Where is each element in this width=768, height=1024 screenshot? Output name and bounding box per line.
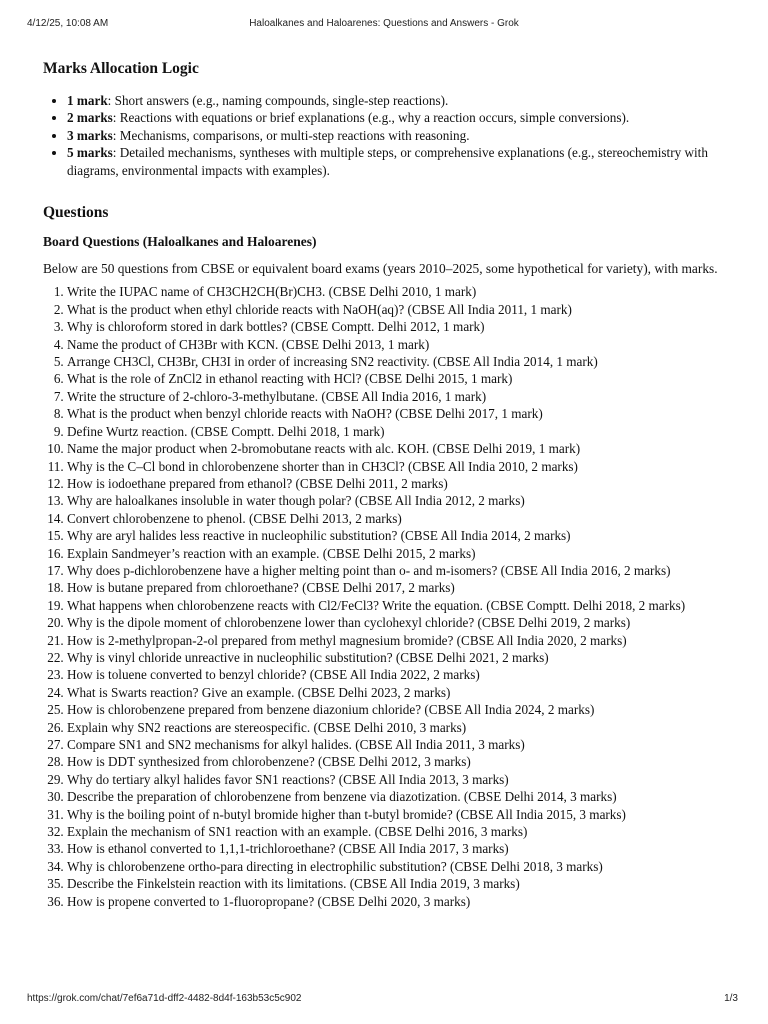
marks-item <box>67 127 733 144</box>
question-item: 8. What is the product when benzyl chloride reacts with NaOH? (CBSE Delhi 2017, 1 mark) <box>67 405 733 422</box>
question-item: 17. Why does p-dichlorobenzene have a higher melting point than o- and m-isomers? (CBSE All India 2016, 2 marks) <box>67 562 733 579</box>
marks-item-mark: 1 mark <box>67 93 108 108</box>
question-item: 26. Explain why SN2 reactions are stereospecific. (CBSE Delhi 2010, 3 marks) <box>67 719 733 736</box>
board-questions-subheading: Board Questions (Haloalkanes and Haloarenes) <box>43 234 317 250</box>
question-item: 30. Describe the preparation of chlorobenzene from benzene via diazotization. (CBSE Delhi 2014, 3 marks) <box>67 788 733 805</box>
question-item: 22. Why is vinyl chloride unreactive in nucleophilic substitution? (CBSE Delhi 2021, 2 marks) <box>67 649 733 666</box>
question-item: 34. Why is chlorobenzene ortho-para directing in electrophilic substitution? (CBSE Delhi 2018, 3 marks) <box>67 858 733 875</box>
question-item: 6. What is the role of ZnCl2 in ethanol reacting with HCl? (CBSE Delhi 2015, 1 mark) <box>67 370 733 387</box>
marks-item <box>67 109 733 126</box>
question-item: 7. Write the structure of 2-chloro-3-methylbutane. (CBSE All India 2016, 1 mark) <box>67 388 733 405</box>
question-item: 28. How is DDT synthesized from chlorobenzene? (CBSE Delhi 2012, 3 marks) <box>67 753 733 770</box>
question-item: 15. Why are aryl halides less reactive in nucleophilic substitution? (CBSE All India 2014, 2 marks) <box>67 527 733 544</box>
marks-item <box>67 92 733 109</box>
question-item: 3. Why is chloroform stored in dark bottles? (CBSE Comptt. Delhi 2012, 1 mark) <box>67 318 733 335</box>
marks-item-mark: 2 marks <box>67 110 113 126</box>
marks-item-text: : Mechanisms, comparisons, or multi-step reactions with reasoning. <box>112 127 470 143</box>
question-item: 4. Name the product of CH3Br with KCN. (CBSE Delhi 2013, 1 mark) <box>67 336 733 353</box>
marks-item-text: : Detailed mechanisms, syntheses with multiple steps, or comprehensive explanations (e.g., stereochemistry with diagrams, environmental impacts with examples). <box>67 145 708 178</box>
question-item: 24. What is Swarts reaction? Give an example. (CBSE Delhi 2023, 2 marks) <box>67 684 733 701</box>
question-item: 19. What happens when chlorobenzene reacts with Cl2/FeCl3? Write the equation. (CBSE Comptt. Delhi 2018, 2 marks) <box>67 597 733 614</box>
question-item: 35. Describe the Finkelstein reaction with its limitations. (CBSE All India 2019, 3 marks) <box>67 875 733 892</box>
question-item: 2. What is the product when ethyl chloride reacts with NaOH(aq)? (CBSE All India 2011, 1 mark) <box>67 301 733 318</box>
question-item: 12. How is iodoethane prepared from ethanol? (CBSE Delhi 2011, 2 marks) <box>67 475 733 492</box>
question-item: 21. How is 2-methylpropan-2-ol prepared from methyl magnesium bromide? (CBSE All India 2020, 2 marks) <box>67 632 733 649</box>
question-item: 9. Define Wurtz reaction. (CBSE Comptt. Delhi 2018, 1 mark) <box>67 423 733 440</box>
question-item: 20. Why is the dipole moment of chlorobenzene lower than cyclohexyl chloride? (CBSE Delhi 2019, 2 marks) <box>67 614 733 631</box>
question-item: 31. Why is the boiling point of n-butyl bromide higher than t-butyl bromide? (CBSE All India 2015, 3 marks) <box>67 806 733 823</box>
question-item: 33. How is ethanol converted to 1,1,1-trichloroethane? (CBSE All India 2017, 3 marks) <box>67 840 733 857</box>
print-datetime: 4/12/25, 10:08 AM <box>27 18 109 29</box>
questions-intro: Below are 50 questions from CBSE or equivalent board exams (years 2010–2025, some hypothetical for variety), with marks. <box>43 261 718 277</box>
marks-item-text: : Short answers (e.g., naming compounds, single-step reactions). <box>107 93 449 108</box>
print-page-title: Haloalkanes and Haloarenes: Questions and Answers - Grok <box>249 18 519 29</box>
marks-item-mark: 3 marks <box>67 127 113 143</box>
marks-allocation-list <box>43 92 733 179</box>
question-item: 36. How is propene converted to 1-fluoropropane? (CBSE Delhi 2020, 3 marks) <box>67 893 733 910</box>
question-item: 11. Why is the C–Cl bond in chlorobenzene shorter than in CH3Cl? (CBSE All India 2010, 2 marks) <box>67 458 733 475</box>
question-item: 16. Explain Sandmeyer’s reaction with an example. (CBSE Delhi 2015, 2 marks) <box>67 545 733 562</box>
question-item: 5. Arrange CH3Cl, CH3Br, CH3I in order of increasing SN2 reactivity. (CBSE All India 2014, 1 mark) <box>67 353 733 370</box>
marks-allocation-heading: Marks Allocation Logic <box>43 60 199 77</box>
question-item: 10. Name the major product when 2-bromobutane reacts with alc. KOH. (CBSE Delhi 2019, 1 mark) <box>67 440 733 457</box>
marks-item-text: : Reactions with equations or brief explanations (e.g., why a reaction occurs, simple conversions). <box>112 110 630 126</box>
question-item: 25. How is chlorobenzene prepared from benzene diazonium chloride? (CBSE All India 2024, 2 marks) <box>67 701 733 718</box>
questions-heading: Questions <box>43 204 109 222</box>
question-item: 32. Explain the mechanism of SN1 reaction with an example. (CBSE Delhi 2016, 3 marks) <box>67 823 733 840</box>
question-item: 13. Why are haloalkanes insoluble in water though polar? (CBSE All India 2012, 2 marks) <box>67 492 733 509</box>
print-url: https://grok.com/chat/7ef6a71d-dff2-4482-8d4f-163b53c5c902 <box>27 993 302 1004</box>
document-content <box>43 60 733 910</box>
question-item: 1. Write the IUPAC name of CH3CH2CH(Br)CH3. (CBSE Delhi 2010, 1 mark) <box>67 283 733 300</box>
print-page-number: 1/3 <box>724 993 738 1004</box>
question-item: 23. How is toluene converted to benzyl chloride? (CBSE All India 2022, 2 marks) <box>67 666 733 683</box>
question-item: 29. Why do tertiary alkyl halides favor SN1 reactions? (CBSE All India 2013, 3 marks) <box>67 771 733 788</box>
questions-list <box>43 283 733 910</box>
question-item: 27. Compare SN1 and SN2 mechanisms for alkyl halides. (CBSE All India 2011, 3 marks) <box>67 736 733 753</box>
question-item: 18. How is butane prepared from chloroethane? (CBSE Delhi 2017, 2 marks) <box>67 579 733 596</box>
question-item: 14. Convert chlorobenzene to phenol. (CBSE Delhi 2013, 2 marks) <box>67 510 733 527</box>
marks-item-mark: 5 marks <box>67 145 113 161</box>
marks-item <box>67 144 733 179</box>
print-header <box>0 18 768 32</box>
print-footer <box>0 993 768 1007</box>
